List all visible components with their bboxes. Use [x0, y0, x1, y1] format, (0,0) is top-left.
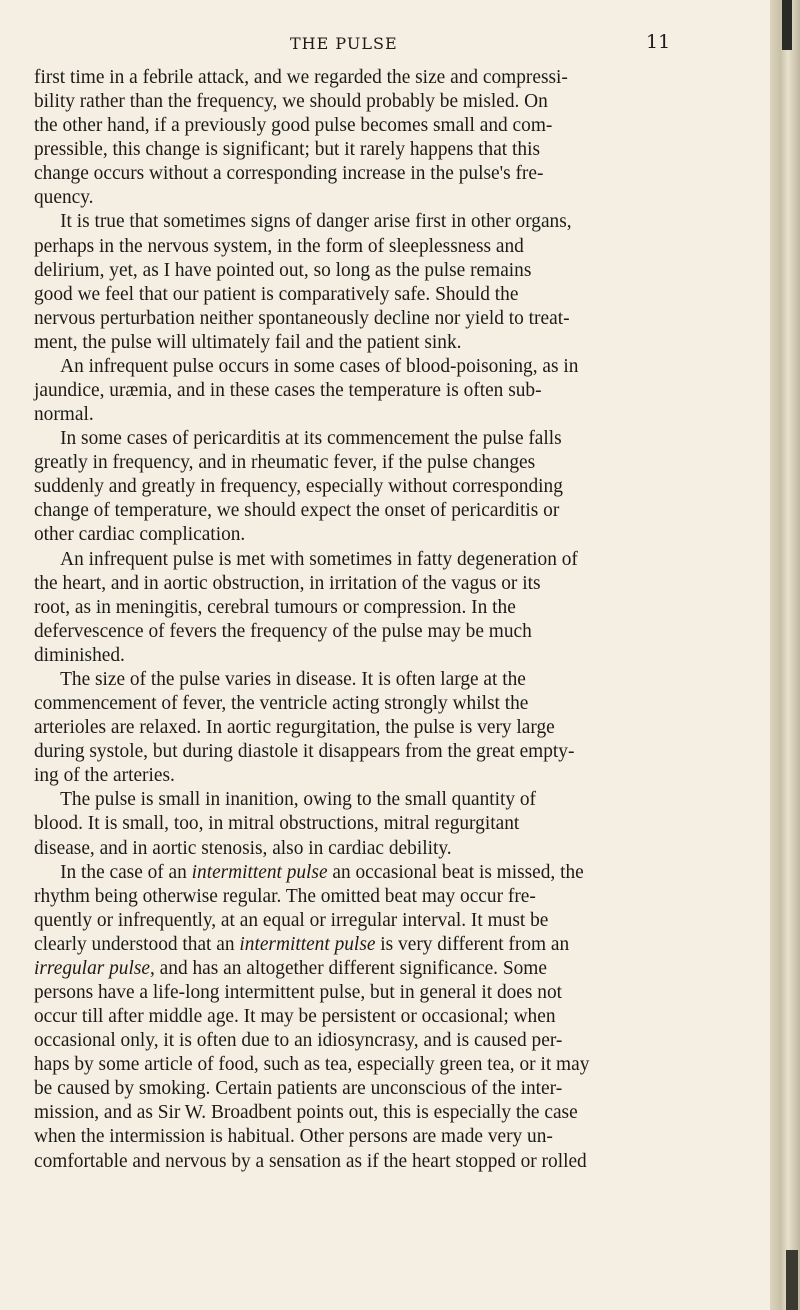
text-line: rhythm being otherwise regular. The omitted beat may occur fre- — [34, 884, 536, 907]
text-line: mission, and as Sir W. Broadbent points out, this is especially the case — [34, 1101, 578, 1124]
text-line: quently or infrequently, at an equal or irregular interval. It must be — [34, 908, 549, 931]
text-line: first time in a febrile attack, and we regarded the size and compressi- — [34, 66, 568, 88]
body-text — [34, 65, 786, 1173]
text-line: It is true that sometimes signs of danger arise first in other organs, — [60, 210, 572, 233]
text-line: during systole, but during diastole it disappears from the great empty- — [34, 740, 575, 763]
text-segment: In the case of an — [60, 860, 192, 883]
text-line — [34, 932, 762, 956]
text-line: change occurs without a corresponding increase in the pulse's fre- — [34, 162, 544, 185]
text-line: quency. — [34, 186, 94, 209]
text-line: when the intermission is habitual. Other persons are made very un- — [34, 1125, 553, 1148]
text-line: blood. It is small, too, in mitral obstructions, mitral regurgitant — [34, 812, 520, 835]
text-line: diminished. — [34, 643, 125, 666]
running-head: THE PULSE — [290, 34, 398, 53]
text-line: The size of the pulse varies in disease. It is often large at the — [60, 667, 526, 690]
text-line: bility rather than the frequency, we should probably be misled. On — [34, 90, 548, 113]
text-line: other cardiac complication. — [34, 523, 246, 546]
text-line: nervous perturbation neither spontaneously decline nor yield to treat- — [34, 306, 570, 329]
text-line: persons have a life-long intermittent pulse, but in general it does not — [34, 980, 563, 1003]
italic-term: intermittent pulse — [191, 860, 328, 883]
text-line: the heart, and in aortic obstruction, in irritation of the vagus or its — [34, 571, 541, 594]
text-line: be caused by smoking. Certain patients are unconscious of the inter- — [34, 1077, 563, 1100]
text-line: perhaps in the nervous system, in the form of sleeplessness and — [34, 234, 524, 257]
text-line: commencement of fever, the ventricle acting strongly whilst the — [34, 692, 529, 715]
text-line: occur till after middle age. It may be persistent or occasional; when — [34, 1005, 556, 1028]
text-line: change of temperature, we should expect the onset of pericarditis or — [34, 499, 560, 522]
text-line: comfortable and nervous by a sensation as if the heart stopped or rolled — [34, 1149, 587, 1172]
text-segment: , and has an altogether different significance. Some — [150, 956, 547, 979]
text-line: good we feel that our patient is comparatively safe. Should the — [34, 282, 519, 305]
text-line: jaundice, uræmia, and in these cases the temperature is often sub- — [34, 379, 542, 402]
italic-term: intermittent pulse — [239, 932, 376, 955]
text-line: In some cases of pericarditis at its commencement the pulse falls — [60, 427, 562, 450]
text-line: arterioles are relaxed. In aortic regurgitation, the pulse is very large — [34, 716, 555, 739]
text-segment: is very different from an — [375, 932, 570, 955]
text-line: An infrequent pulse is met with sometimes in fatty degeneration of — [60, 547, 578, 570]
text-line: delirium, yet, as I have pointed out, so long as the pulse remains — [34, 258, 532, 281]
text-line: disease, and in aortic stenosis, also in cardiac debility. — [34, 836, 452, 859]
text-line: ing of the arteries. — [34, 764, 175, 787]
text-line: pressible, this change is significant; but it rarely happens that this — [34, 138, 540, 161]
text-segment: clearly understood that an — [34, 932, 240, 955]
text-line: the other hand, if a previously good pulse becomes small and com- — [34, 114, 553, 137]
text-line — [34, 860, 761, 884]
text-line: greatly in frequency, and in rheumatic fever, if the pulse changes — [34, 451, 536, 474]
text-line: occasional only, it is often due to an idiosyncrasy, and is caused per- — [34, 1029, 563, 1052]
text-line: normal. — [34, 403, 94, 426]
text-segment: an occasional beat is missed, the — [327, 860, 584, 883]
text-line: ment, the pulse will ultimately fail and the patient sink. — [34, 330, 462, 353]
text-line: haps by some article of food, such as tea, especially green tea, or it may — [34, 1053, 590, 1076]
text-line — [34, 956, 762, 980]
page-number: 11 — [646, 31, 671, 53]
text-line: root, as in meningitis, cerebral tumours or compression. In the — [34, 595, 516, 618]
italic-term: irregular pulse — [34, 956, 151, 979]
text-line: defervescence of fevers the frequency of the pulse may be much — [34, 619, 532, 642]
text-line: The pulse is small in inanition, owing to the small quantity of — [60, 788, 536, 811]
text-line: An infrequent pulse occurs in some cases of blood-poisoning, as in — [60, 354, 579, 377]
text-line: suddenly and greatly in frequency, especially without corresponding — [34, 475, 563, 498]
